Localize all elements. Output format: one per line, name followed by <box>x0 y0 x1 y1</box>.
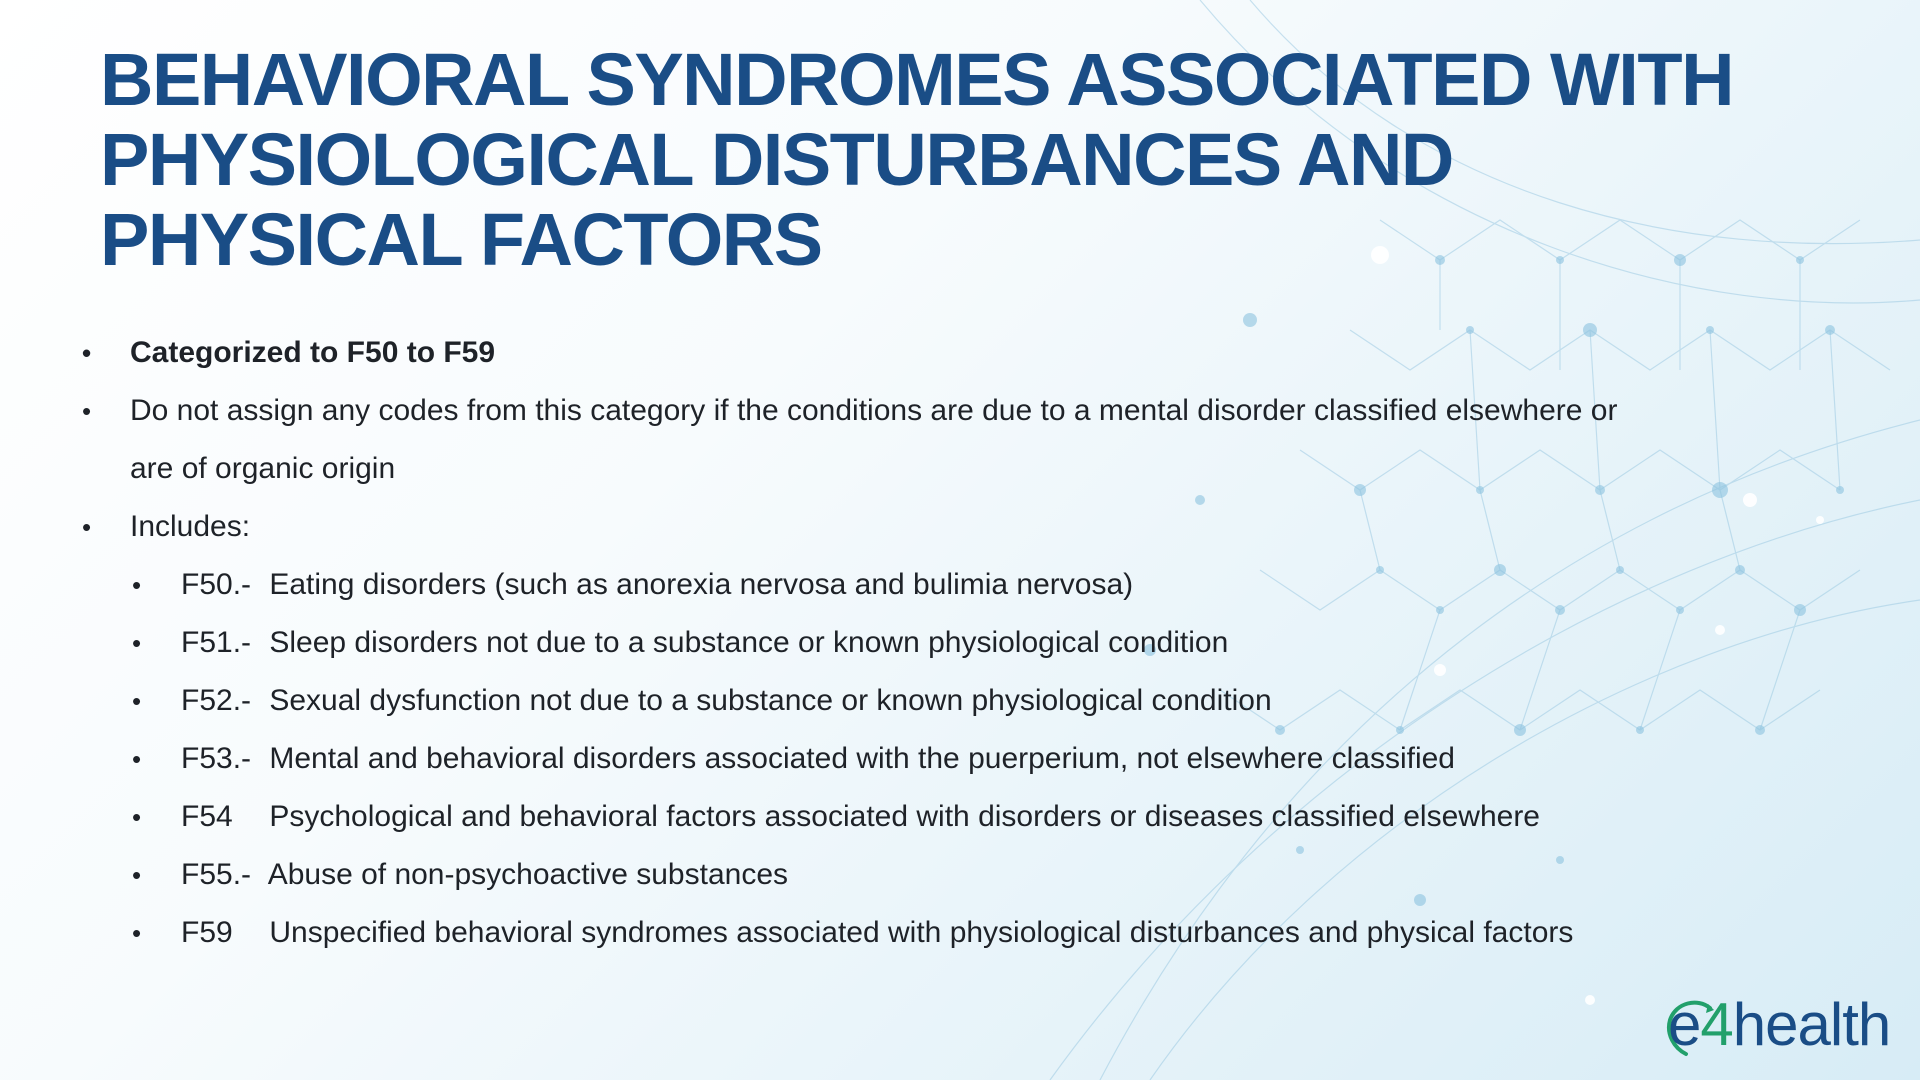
bullet-dot: • <box>132 802 142 832</box>
sub-bullet-item <box>80 730 1780 788</box>
bullet-item <box>80 498 1780 556</box>
code-description: Sexual dysfunction not due to a substance or known physiological condition <box>269 684 1272 717</box>
bullet-dot: • <box>82 338 92 368</box>
bullet-text: Categorized to F50 to F59 <box>130 336 496 369</box>
sub-bullet-item <box>80 904 1780 962</box>
code-description: Sleep disorders not due to a substance or known physiological condition <box>269 626 1229 659</box>
code-description: Abuse of non-psychoactive substances <box>267 858 788 891</box>
code-description: Unspecified behavioral syndromes associated with physiological disturbances and physical factors <box>269 916 1574 949</box>
bullet-dot: • <box>132 860 142 890</box>
icd-code: F53.- <box>181 742 252 775</box>
sub-bullet-item <box>80 614 1780 672</box>
bullet-dot: • <box>132 570 142 600</box>
bullet-item <box>80 324 1780 382</box>
code-description: Eating disorders (such as anorexia nervosa and bulimia nervosa) <box>269 568 1134 601</box>
sub-bullet-item <box>80 788 1780 846</box>
bullet-text-continued: are of organic origin <box>130 452 396 485</box>
bullet-dot: • <box>132 918 142 948</box>
icd-code: F59 <box>181 916 233 949</box>
bullet-dot: • <box>82 396 92 426</box>
logo-text <box>1668 990 1890 1060</box>
logo-health: health <box>1732 991 1891 1058</box>
bullet-dot: • <box>132 686 142 716</box>
icd-code: F51.- <box>181 626 252 659</box>
bullet-dot: • <box>132 628 142 658</box>
icd-code: F55.- <box>181 858 252 891</box>
bullet-dot: • <box>132 744 142 774</box>
bullet-text: Includes: <box>130 510 251 543</box>
sub-bullet-item <box>80 672 1780 730</box>
logo-e: e <box>1668 991 1701 1058</box>
e4health-logo <box>1668 990 1898 1060</box>
slide-title: BEHAVIORAL SYNDROMES ASSOCIATED WITH PHYSIOLOGICAL DISTURBANCES AND PHYSICAL FACTORS <box>100 38 1734 281</box>
bullet-item <box>80 382 1780 498</box>
code-description: Mental and behavioral disorders associated with the puerperium, not elsewhere classified <box>269 742 1455 775</box>
sub-bullet-item <box>80 556 1780 614</box>
bullet-dot: • <box>82 512 92 542</box>
bullet-text: Do not assign any codes from this category if the conditions are due to a mental disorder classified elsewhere or <box>130 394 1618 427</box>
bullet-list <box>80 324 1780 962</box>
logo-four: 4 <box>1700 991 1733 1058</box>
icd-code: F54 <box>181 800 233 833</box>
sub-bullet-item <box>80 846 1780 904</box>
code-description: Psychological and behavioral factors associated with disorders or diseases classified elsewhere <box>269 800 1540 833</box>
icd-code: F50.- <box>181 568 252 601</box>
icd-code: F52.- <box>181 684 252 717</box>
